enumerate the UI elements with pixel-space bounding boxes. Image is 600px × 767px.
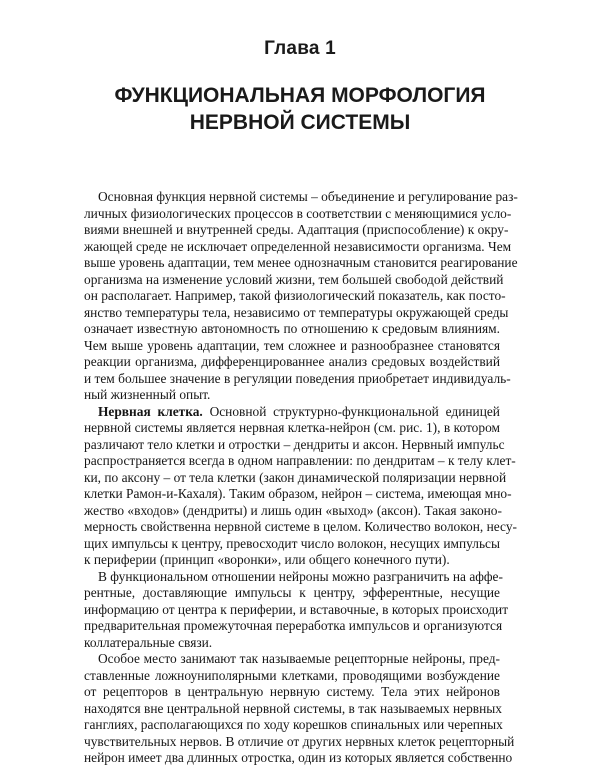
text-line bbox=[84, 618, 503, 635]
text-line bbox=[84, 651, 500, 668]
chapter-number: Глава 1 bbox=[264, 38, 336, 59]
text-line bbox=[84, 420, 500, 437]
text-line bbox=[84, 453, 516, 470]
text-line bbox=[84, 304, 509, 322]
text-line bbox=[84, 684, 500, 701]
text-line-content: он располагает. Например, такой физиологический показатель, как посто- bbox=[84, 288, 506, 303]
text-line bbox=[84, 668, 500, 685]
chapter-title-line: ФУНКЦИОНАЛЬНАЯ МОРФОЛОГИЯ bbox=[114, 84, 486, 107]
text-line-content: янство температуры тела, независимо от температуры окружающей среды bbox=[84, 304, 509, 320]
text-line bbox=[84, 568, 503, 586]
text-line bbox=[84, 717, 503, 734]
text-line-content: нервной системы является нервная клетка-нейрон (см. рис. 1), в котором bbox=[84, 420, 500, 435]
text-line bbox=[84, 338, 500, 355]
text-line-content: означает известную автономность по отношению к средовым влияниям. bbox=[84, 321, 500, 336]
text-line-content: щих импульсы к центру, превосходит число волокон, несущих импульсы bbox=[84, 535, 500, 551]
text-line-content: различают тело клетки и отростки – дендриты и аксон. Нервный импульс bbox=[84, 436, 505, 452]
text-line-content: мерность свойственна нервной системе в целом. Количество волокон, несу- bbox=[84, 519, 517, 534]
text-line-content: жающей среде не исключает определенной независимости организма. Чем bbox=[84, 238, 512, 254]
chapter-title-line: НЕРВНОЙ СИСТЕМЫ bbox=[189, 111, 411, 134]
text-line-content: личных физиологических процессов в соответствии с меняющимися усло- bbox=[84, 205, 512, 221]
text-line-content: виями внешней и внутренней среды. Адаптация (приспособление) к окру- bbox=[84, 222, 509, 237]
text-line bbox=[84, 750, 513, 767]
text-line bbox=[84, 601, 509, 619]
text-line bbox=[84, 321, 500, 338]
paragraph bbox=[84, 651, 515, 767]
text-line-content: Основная функция нервной системы – объединение и регулирование раз- bbox=[98, 189, 518, 204]
text-line-content: чувствительных нервов. В отличие от других нервных клеток рецепторный bbox=[84, 733, 515, 749]
body-text bbox=[84, 189, 518, 767]
text-line-content: В функциональном отношении нейроны можно разграничить на аффе- bbox=[98, 568, 503, 584]
text-line-content: находятся вне центральной нервной системы, в так называемых нервных bbox=[84, 700, 502, 716]
paragraph bbox=[84, 568, 509, 652]
text-line-content: рентные, доставляющие импульсы к центру, эфферентные, несущие bbox=[84, 585, 500, 600]
text-line-content: распространяется всегда в одном направлении: по дендритам – к телу клет- bbox=[84, 453, 516, 468]
text-line bbox=[84, 635, 500, 652]
text-line-content: от рецепторов в центральную нервную систему. Тела этих нейронов bbox=[84, 684, 500, 699]
run-in-heading: Нервная клетка. bbox=[98, 403, 203, 419]
text-line-content: Особое место занимают так называемые рецепторные нейроны, пред- bbox=[98, 651, 500, 666]
text-line-content: организма на изменение условий жизни, тем большей свободой действий bbox=[84, 271, 504, 287]
text-line-content: реакции организма, дифференцированнее анализ средовых воздействий bbox=[84, 354, 500, 369]
text-line bbox=[84, 404, 500, 421]
text-line-content: Основной структурно-функциональной единицей bbox=[202, 403, 500, 419]
text-line bbox=[84, 519, 517, 536]
text-line-content: к периферии (принцип «воронки», или общего конечного пути). bbox=[84, 552, 450, 567]
text-line-content: и тем большее значение в регуляции поведения приобретает индивидуаль- bbox=[84, 370, 511, 386]
text-line bbox=[84, 271, 504, 289]
text-line-content: ный жизненный опыт. bbox=[84, 387, 211, 402]
text-line-content: предварительная промежуточная переработка импульсов и организуются bbox=[84, 618, 503, 633]
chapter-title bbox=[0, 82, 600, 136]
text-line bbox=[84, 354, 500, 371]
text-line bbox=[84, 205, 512, 223]
text-line-content: информацию от центра к периферии, и вставочные, в которых происходит bbox=[84, 601, 509, 617]
text-line bbox=[84, 222, 509, 239]
paragraph bbox=[84, 403, 517, 569]
text-line bbox=[84, 189, 518, 206]
text-line bbox=[84, 585, 500, 602]
text-line-content: нейрон имеет два длинных отростка, один из которых является собственно bbox=[84, 750, 513, 765]
text-line bbox=[84, 536, 500, 553]
text-line bbox=[84, 469, 507, 487]
text-line bbox=[84, 701, 500, 718]
paragraph bbox=[84, 189, 518, 404]
text-line bbox=[84, 238, 512, 256]
text-line bbox=[84, 486, 512, 503]
text-line bbox=[84, 552, 500, 569]
text-line bbox=[84, 370, 511, 388]
text-line-content: коллатеральные связи. bbox=[84, 634, 213, 650]
text-line-content: выше уровень адаптации, тем менее однозначным становится реагирование bbox=[84, 255, 518, 270]
text-line bbox=[84, 387, 500, 404]
text-line bbox=[84, 255, 518, 272]
text-line bbox=[84, 288, 506, 305]
text-line bbox=[84, 503, 500, 520]
text-line-content: ганглиях, располагающихся по ходу корешков спинальных или черепных bbox=[84, 717, 503, 732]
text-line bbox=[84, 436, 505, 454]
text-line bbox=[84, 733, 515, 751]
text-line-content: клетки Рамон-и-Кахаля). Таким образом, нейрон – система, имеющая мно- bbox=[84, 486, 512, 501]
text-line-content: ставленные ложноуниполярными клетками, проводящими возбуждение bbox=[84, 667, 500, 683]
text-line-content: жество «входов» (дендриты) и лишь один «выход» (аксон). Такая законо- bbox=[84, 502, 502, 518]
text-line-content: ки, по аксону – от тела клетки (закон динамической поляризации нервной bbox=[84, 469, 507, 485]
text-line-content: Чем выше уровень адаптации, тем сложнее и разнообразнее становятся bbox=[84, 337, 500, 353]
